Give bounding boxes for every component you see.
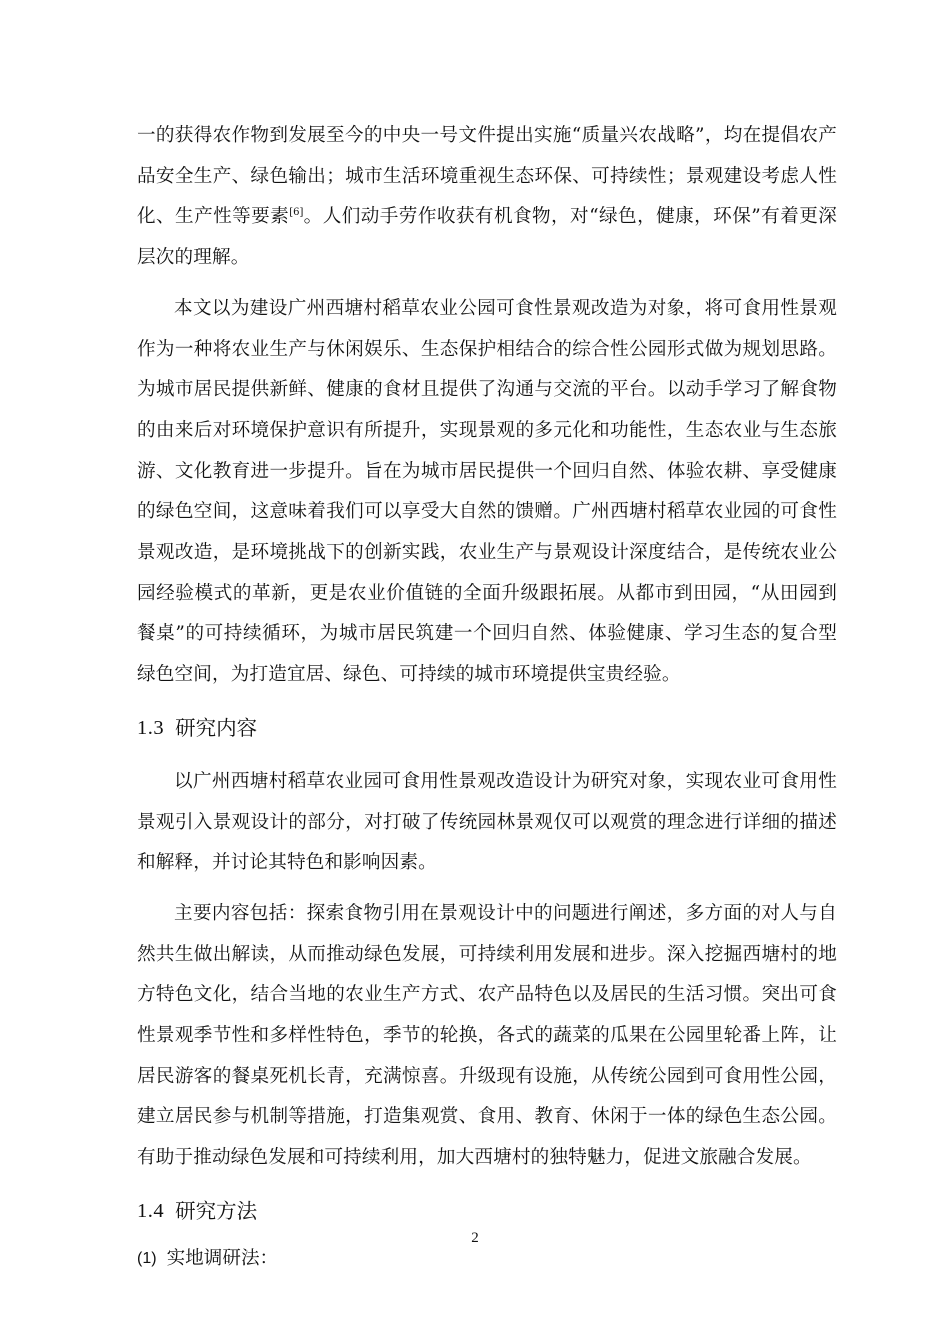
paragraph-spacer bbox=[137, 884, 837, 894]
paragraph-text: 。人们动手劳作收获有机食物，对“绿色，健康，环保”有着更深层次的理解。 bbox=[137, 206, 837, 269]
paragraph-main-content: 主要内容包括：探索食物引用在景观设计中的问题进行阐述，多方面的对人与自然共生做出解读，从而推动绿色发展，可持续利用发展和进步。深入挖掘西塘村的地方特色文化，结合当地的农业生产方式、农产品特色以及居民的生活习惯。突出可食性景观季节性和多样性特色，季节的轮换，各式的蔬菜的瓜果在公园里轮番上阵，让居民游客的餐桌死机长青，充满惊喜。升级现有设施，从传统公园到可食用性公园，建立居民参与机制等措施，打造集观赏、食用、教育、休闲于一体的绿色生态公园。有助于推动绿色发展和可持续利用，加大西塘村的独特魅力，促进文旅融合发展。 bbox=[137, 902, 837, 1169]
paragraph-research-target: 以广州西塘村稻草农业园可食用性景观改造设计为研究对象，实现农业可食用性景观引入景观设计的部分，对打破了传统园林景观仅可以观赏的理念进行详细的描述和解释，并讨论其特色和影响因素。 bbox=[137, 770, 837, 874]
section-number: 1.4 bbox=[137, 1199, 165, 1222]
paragraph-text: 一的获得农作物到发展至今的中央一号文件提出实施“质量兴农战略”，均在提倡农产品安全生产、绿色输出；城市生活环境重视生态环保、可持续性；景观建设考虑人性化、生产性等要素 bbox=[137, 125, 837, 228]
paragraph-spacer bbox=[137, 279, 837, 289]
section-spacer bbox=[137, 1179, 837, 1191]
section-spacer bbox=[137, 748, 837, 762]
list-marker: (1) bbox=[137, 1249, 157, 1267]
citation-reference[interactable]: [6] bbox=[289, 207, 304, 219]
section-title: 研究内容 bbox=[175, 715, 258, 740]
page-number: 2 bbox=[471, 1230, 479, 1246]
paragraph-research-object: 本文以为建设广州西塘村稻草农业公园可食性景观改造为对象，将可食用性景观作为一种将农业生产与休闲娱乐、生态保护相结合的综合性公园形式做为规划思路。为城市居民提供新鲜、健康的食材且提供了沟通与交流的平台。以动手学习了解食物的由来后对环境保护意识有所提升，实现景观的多元化和功能性，生态农业与生态旅游、文化教育进一步提升。旨在为城市居民提供一个回归自然、体验农耕、享受健康的绿色空间，这意味着我们可以享受大自然的馈赠。广州西塘村稻草农业园的可食性景观改造，是环境挑战下的创新实践，农业生产与景观设计深度结合，是传统农业公园经验模式的革新，更是农业价值链的全面升级跟拓展。从都市到田园，“从田园到餐桌”的可持续循环，为城市居民筑建一个回归自然、体验健康、学习生态的复合型绿色空间，为打造宜居、绿色、可持续的城市环境提供宝贵经验。 bbox=[137, 297, 837, 686]
section-spacer bbox=[137, 696, 837, 708]
section-number: 1.3 bbox=[137, 716, 165, 739]
section-title: 研究方法 bbox=[175, 1198, 258, 1223]
section-heading-research-methods bbox=[137, 1191, 837, 1231]
paragraph-continuation bbox=[137, 116, 837, 279]
page-body bbox=[137, 116, 837, 1277]
list-item-text: 实地调研法： bbox=[166, 1247, 279, 1269]
section-heading-research-content bbox=[137, 708, 837, 748]
